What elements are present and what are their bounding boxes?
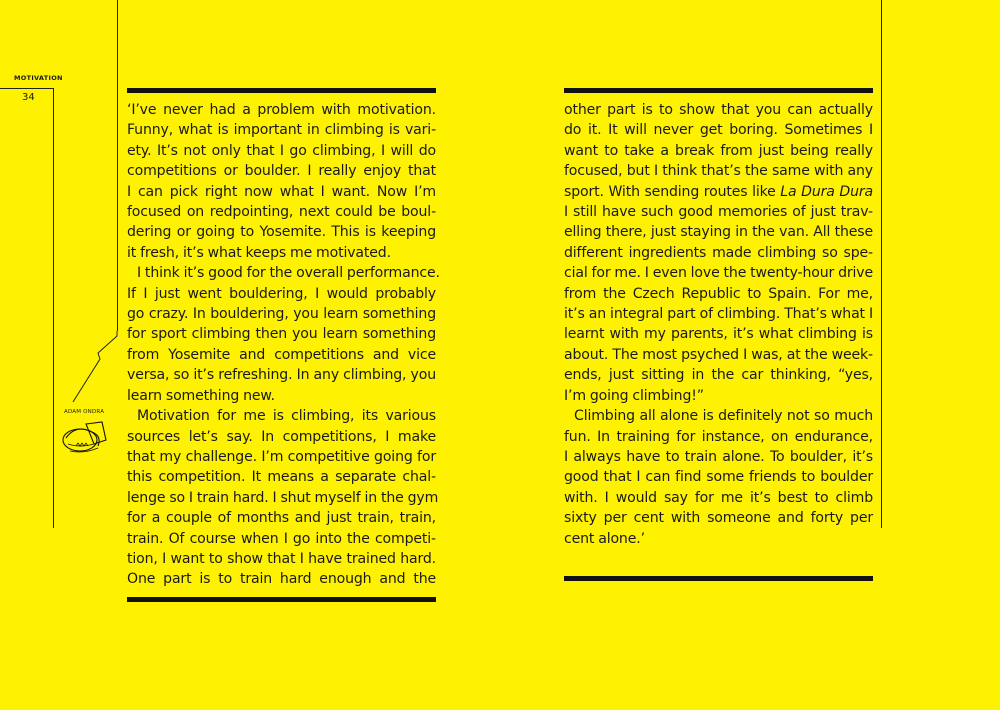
text-line: I can pick right now what I want. Now I’m [127, 183, 436, 200]
text-line: about. The most psyched I was, at the week- [564, 346, 873, 363]
text-line: for a couple of months and just train, train, [127, 510, 436, 527]
text-line: One part is to train hard enough and the [127, 571, 436, 588]
text-line: learnt with my parents, it’s what climbing is [564, 326, 873, 343]
section-label: MOTIVATION [14, 74, 63, 82]
text-line: Funny, what is important in climbing is vari- [127, 122, 436, 139]
text-line: from the Czech Republic to Spain. For me, [564, 285, 873, 302]
text-line: ends, just sitting in the car thinking, “yes, [564, 367, 873, 384]
text-line: good that I can find some friends to boulder [564, 469, 873, 486]
text-line: for sport climbing then you learn something [127, 326, 436, 343]
text-line: with. I would say for me it’s best to climb [564, 489, 873, 506]
text-line: it fresh, it’s what keeps me motivated. [127, 244, 391, 261]
left-column-bottom-rule [127, 597, 436, 602]
left-column-text [127, 100, 440, 590]
left-column-top-rule [127, 88, 436, 93]
left-margin-rule-outer [53, 88, 54, 528]
paragraph-4 [564, 406, 873, 549]
paragraph-3 [127, 406, 439, 590]
author-name: ADAM ONDRA [64, 409, 105, 415]
text-line: different ingredients made climbing so spe- [564, 244, 873, 261]
right-column-top-rule [564, 88, 873, 93]
right-column-text [564, 100, 873, 549]
text-line: train. Of course when I go into the competi- [127, 530, 436, 547]
author-signature-illustration [58, 418, 110, 456]
text-line: competitions or boulder. I really enjoy that [127, 163, 436, 180]
text-line: I always have to train alone. To boulder, it’s [564, 448, 873, 465]
text-line: tion, I want to show that I have trained hard. [127, 550, 436, 567]
text-line-prefix: sport. With sending routes like [564, 183, 781, 200]
text-line: do it. It will never get boring. Sometimes I [564, 122, 873, 139]
text-line: lenge so I train hard. I shut myself in the gym [127, 489, 439, 506]
header-rule [0, 88, 54, 89]
right-margin-rule [881, 0, 882, 528]
text-line: it’s an integral part of climbing. That’s what I [564, 306, 873, 323]
paragraph-1 [127, 100, 436, 263]
text-line: fun. In training for instance, on endurance, [564, 428, 873, 445]
text-line: that my challenge. I’m competitive going for [127, 448, 436, 465]
right-column-bottom-rule [564, 576, 873, 581]
text-line: want to take a break from just being really [564, 142, 873, 159]
text-line: cial for me. I even love the twenty-hour drive [564, 265, 873, 282]
paragraph-3-continued [564, 100, 873, 406]
text-line: Motivation for me is climbing, its various [137, 408, 436, 425]
text-line: this competition. It means a separate chal- [127, 469, 436, 486]
text-line: sources let’s say. In competitions, I make [127, 428, 436, 445]
text-line: ‘I’ve never had a problem with motivation. [127, 102, 436, 118]
text-line: dering or going to Yosemite. This is keeping [127, 224, 436, 241]
text-line: sixty per cent with someone and forty per [564, 510, 873, 527]
text-line: I still have such good memories of just trav- [564, 204, 873, 221]
text-line: from Yosemite and competitions and vice [127, 346, 436, 363]
text-line: I think it’s good for the overall performance. [137, 265, 440, 282]
text-line: go crazy. In bouldering, you learn something [127, 306, 436, 323]
left-margin-rule-upper [117, 0, 118, 331]
text-line [564, 182, 873, 202]
text-line: elling there, just staying in the van. All these [564, 224, 873, 241]
text-line: focused on redpointing, next could be boul- [127, 204, 436, 221]
text-line: focused, but I think that’s the same with any [564, 163, 873, 180]
text-line: I’m going climbing!” [564, 387, 704, 404]
page-number: 34 [22, 92, 35, 103]
text-line: cent alone.’ [564, 530, 645, 547]
text-line: other part is to show that you can actually [564, 102, 873, 118]
text-line: learn something new. [127, 387, 275, 404]
text-line: versa, so it’s refreshing. In any climbing, you [127, 367, 436, 384]
pointer-wedge [70, 328, 120, 408]
route-title: La Dura Dura [780, 183, 873, 200]
text-line: If I just went bouldering, I would probably [127, 285, 436, 302]
text-line: Climbing all alone is definitely not so much [574, 408, 873, 425]
paragraph-2 [127, 263, 440, 406]
text-line: ety. It’s not only that I go climbing, I will do [127, 142, 436, 159]
